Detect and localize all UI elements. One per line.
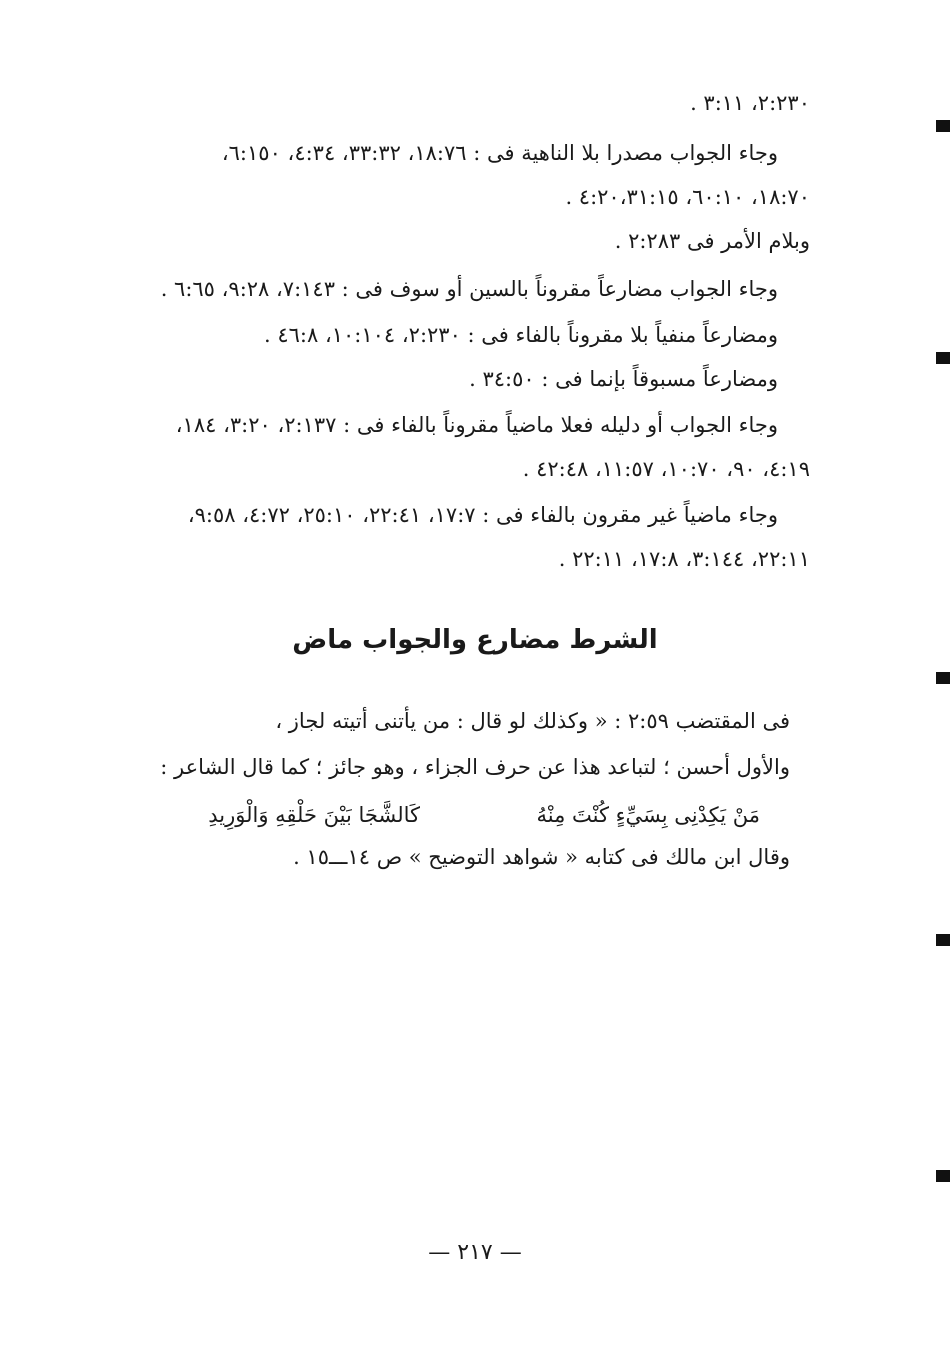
text-line-5: وجاء الجواب مضارعاً مقروناً بالسين أو سوف فى : ٧:١٤٣، ٩:٢٨، ٦:٦٥ .	[160, 277, 778, 301]
verse-first-hemistich: مَنْ يَكِدْنِى بِسَيِّءٍ كُنْتَ مِنْهُ	[536, 803, 760, 827]
text-line-8: وجاء الجواب أو دليله فعلا ماضياً مقروناً بالفاء فى : ٢:١٣٧، ٣:٢٠، ١٨٤،	[175, 413, 778, 437]
quote-line-1: فى المقتضب ٢:٥٩ : « وكذلك لو قال : من يأتنى أتيته لجاز ،	[275, 709, 790, 733]
scan-edge-mark	[936, 120, 950, 132]
section-heading: الشرط مضارع والجواب ماض	[292, 625, 658, 655]
scan-edge-mark	[936, 934, 950, 946]
text-line-4: وبلام الأمر فى ٢:٢٨٣ .	[614, 229, 810, 253]
scan-edge-mark	[936, 352, 950, 364]
quote-line-2: والأول أحسن ؛ لتباعد هذا عن حرف الجزاء ، وهو جائز ؛ كما قال الشاعر :	[160, 755, 790, 779]
text-line-9: ٤:١٩، ٩٠، ١٠:٧٠، ١١:٥٧، ٤٢:٤٨ .	[522, 457, 810, 481]
scan-edge-mark	[936, 1170, 950, 1182]
closing-line: وقال ابن مالك فى كتابه « شواهد التوضيح » ص ١٤ـــ١٥ .	[293, 845, 790, 869]
text-line-2: وجاء الجواب مصدرا بلا الناهية فى : ١٨:٧٦، ٣٣:٣٢، ٤:٣٤، ٦:١٥٠،	[221, 141, 778, 165]
verse-second-hemistich: كَالشَّجَا بَيْنَ حَلْقِهِ وَالْوَرِيدِ	[208, 803, 420, 827]
text-line-6: ومضارعاً منفياً بلا مقروناً بالفاء فى : ٢:٢٣٠، ١٠:١٠٤، ٤٦:٨ .	[264, 323, 778, 347]
text-line-7: ومضارعاً مسبوقاً بإنما فى : ٣٤:٥٠ .	[469, 367, 778, 391]
scan-edge-mark	[936, 672, 950, 684]
text-line-11: ٢٢:١١، ٣:١٤٤، ١٧:٨، ٢٢:١١ .	[558, 547, 810, 571]
text-line-3: ١٨:٧٠، ٦٠:١٠، ٤:٢٠،٣١:١٥ .	[565, 185, 810, 209]
text-line-1: ٢:٢٣٠، ٣:١١ .	[690, 91, 810, 115]
text-line-10: وجاء ماضياً غير مقرون بالفاء فى : ١٧:٧، ٢٢:٤١، ٢٥:١٠، ٤:٧٢، ٩:٥٨،	[187, 503, 778, 527]
page-number: — ٢١٧ —	[428, 1240, 522, 1265]
